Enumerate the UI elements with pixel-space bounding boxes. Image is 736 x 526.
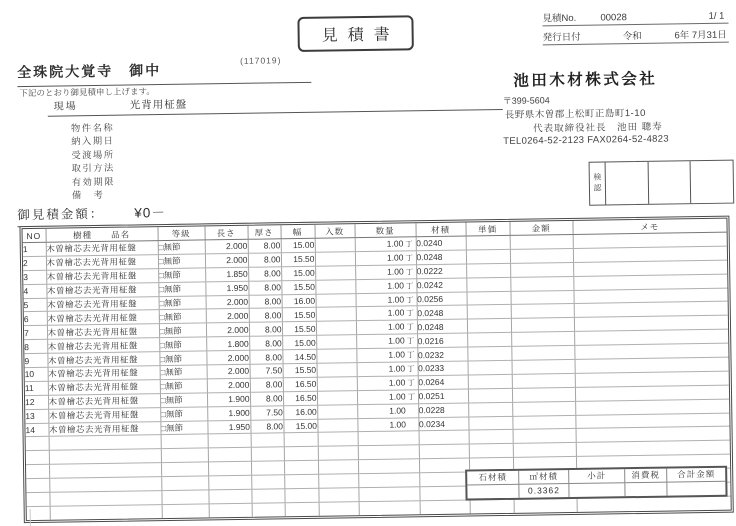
column-header: 長さ [204,226,247,240]
cell-product-name: 木曽檜芯去光背用柾盤 [48,407,160,423]
cell-unit-price [468,416,512,431]
cell-volume [420,500,470,514]
estimate-amount-value: ¥0－ [134,201,166,221]
cell-width: 15.50 [281,252,315,266]
quantity-value: 1.00 [389,391,406,401]
cell-length: 1.850 [205,267,248,282]
field-label-delivery-date: 納入期日 [71,133,114,147]
cell-length: 2.000 [206,309,249,324]
cell-no: 12 [25,395,48,409]
cell-amount [510,290,573,305]
cell-length: 2.000 [206,295,249,310]
cell-thickness: 8.00 [250,392,283,406]
cell-volume: 0.0228 [418,403,468,418]
cell-amount [510,262,573,277]
cell-length: 1.950 [207,420,250,435]
cell-thickness: 8.00 [248,280,281,294]
quantity-unit: 丁 [406,266,416,277]
cell-product-name: 木曽檜芯去光背用柾盤 [46,255,158,271]
field-label-property: 物件名称 [71,120,114,134]
cell-amount [512,359,575,374]
cell-quantity [357,403,418,418]
cell-volume: 0.0248 [416,250,466,265]
company-postal-code: 〒399-5604 [503,93,550,107]
column-header: 厚さ [247,225,280,239]
column-header: NO [23,229,46,243]
page-indicator: 1/ 1 [708,11,728,22]
cell-unit-price [466,277,510,292]
cell-quantity [357,417,418,432]
cell-thickness [251,461,284,475]
cell-packs [315,293,355,307]
cell-quantity [356,320,417,335]
quantity-value: 1.00 [388,308,405,318]
cell-thickness: 8.00 [249,322,282,336]
estimate-meta-box [542,7,729,46]
cell-packs [317,377,357,391]
cell-volume [419,430,469,445]
quantity-value: 1.00 [389,419,406,429]
column-header: 金額 [509,221,572,235]
cell-volume: 0.0233 [418,361,468,376]
recipient-name: 全珠院大覚寺 御中 [17,58,311,87]
cell-no [26,478,49,492]
cell-volume: 0.0256 [416,292,466,307]
cell-unit-price [468,402,512,417]
quantity-unit: 丁 [406,308,416,319]
cell-unit-price [470,499,514,513]
cell-volume: 0.0248 [417,319,467,334]
cell-grade: □無節 [160,379,207,394]
cell-packs [318,460,358,474]
quantity-value: 1.00 [389,377,406,387]
site-value: 光背用柾盤 [130,97,188,113]
cell-volume [419,444,469,459]
cell-packs [318,488,358,502]
summary-header-tax: 消費税 [625,469,667,484]
estimate-no-row [542,7,728,27]
quantity-unit: 丁 [407,335,417,346]
cell-thickness: 8.00 [249,294,282,308]
cell-width: 15.50 [282,308,316,322]
cell-amount [513,443,576,458]
cell-thickness [251,475,284,489]
cell-amount [511,332,574,347]
cell-grade [161,462,208,477]
approval-stamp-cell [691,161,733,204]
detail-field-labels [71,120,115,201]
cell-unit-price [466,235,510,250]
cell-amount [510,276,573,291]
cell-width [285,502,319,516]
cell-thickness: 8.00 [248,267,281,281]
cell-packs [315,238,355,252]
cell-length [208,475,251,490]
summary-header-koku-volume: 石材積 [467,471,519,486]
cell-quantity [358,431,419,446]
quantity-value: 1.00 [388,350,405,360]
cell-no: 1 [23,242,46,256]
cell-grade: □無節 [159,309,206,324]
cell-width: 15.50 [282,322,316,336]
cell-product-name: 木曽檜芯去光背用柾盤 [47,310,159,326]
cell-amount [512,415,575,430]
cell-width: 15.00 [282,336,316,350]
cell-unit-price [467,333,511,348]
cell-amount [513,429,576,444]
cell-unit-price [469,444,513,459]
cell-thickness [252,503,285,517]
cell-unit-price [466,249,510,264]
cell-thickness: 7.50 [250,405,283,419]
cell-grade: □無節 [160,420,207,435]
quantity-unit: 丁 [407,391,417,402]
cell-grade [161,434,208,449]
cell-no: 8 [24,340,47,354]
column-header: 幅 [280,225,314,239]
approval-stamp-cell [648,161,691,204]
field-label-remarks: 備 考 [72,187,115,201]
cell-quantity [358,487,419,502]
issue-date-value: 6年 7月31日 [674,27,728,42]
cell-no [26,465,49,479]
cell-no [26,492,49,506]
cell-unit-price [469,430,513,445]
cell-width: 15.00 [281,238,315,252]
cell-unit-price [467,305,511,320]
cell-width: 16.50 [283,377,317,391]
cell-product-name: 木曽檜芯去光背用柾盤 [47,296,159,312]
cell-packs [317,363,357,377]
document-title: 見積書 [297,15,414,52]
cell-quantity [356,348,417,363]
cell-grade [161,476,208,491]
cell-amount [510,234,573,249]
column-header: メモ [572,219,726,235]
cell-grade: □無節 [158,282,205,297]
cell-volume: 0.0242 [416,278,466,293]
cell-quantity [358,459,419,474]
cell-quantity [355,237,416,252]
cell-grade: □無節 [160,407,207,422]
totals-summary-box [465,466,727,501]
cell-amount [512,401,575,416]
cell-width: 16.00 [282,294,316,308]
cell-grade: □無節 [159,351,206,366]
cell-width: 14.50 [282,349,316,363]
cell-length: 1.800 [206,337,249,352]
cell-width [284,433,318,447]
cell-product-name [50,505,162,520]
cell-length [209,503,252,517]
quantity-unit: 丁 [405,238,415,249]
cell-width [284,474,318,488]
cell-product-name: 木曽檜芯去光背用柾盤 [48,380,160,396]
cell-packs [318,432,358,446]
cell-volume: 0.0216 [417,333,467,348]
quantity-unit: 丁 [406,280,416,291]
cell-thickness: 7.50 [250,364,283,378]
cell-product-name: 木曽檜芯去光背用柾盤 [46,268,158,284]
cell-volume: 0.0251 [418,389,468,404]
cell-grade: □無節 [158,240,205,255]
cell-quantity [357,376,418,391]
cell-grade: □無節 [158,254,205,269]
cell-width: 16.50 [283,391,317,405]
company-address: 長野県木曽郡上松町正島町1-10 [505,105,646,121]
cell-no: 5 [24,298,47,312]
cell-packs [319,502,359,516]
cell-unit-price [466,263,510,278]
cell-packs [317,390,357,404]
cell-no: 3 [23,270,46,284]
cell-thickness: 8.00 [248,239,281,253]
cell-quantity [355,278,416,293]
quantity-unit: 丁 [405,252,415,263]
cell-product-name: 木曽檜芯去光背用柾盤 [48,393,160,409]
cell-packs [315,279,355,293]
cell-quantity [356,334,417,349]
cell-quantity [358,473,419,488]
cell-width: 15.50 [283,363,317,377]
quantity-value: 1.00 [387,280,404,290]
cell-volume: 0.0232 [417,347,467,362]
column-header: 材積 [415,223,465,237]
cell-grade: □無節 [160,393,207,408]
quantity-value: 1.00 [387,294,404,304]
estimate-no-value: 00028 [600,12,627,23]
quantity-unit: 丁 [407,363,417,374]
estimate-no-label: 見積No. [542,10,596,25]
cell-volume: 0.0264 [418,375,468,390]
cell-amount [514,498,577,512]
cell-volume: 0.0234 [418,417,468,432]
cell-no: 2 [23,256,46,270]
field-label-delivery-place: 受渡場所 [71,147,114,161]
cell-packs [318,446,358,460]
cell-packs [317,404,357,418]
approval-stamp-box [589,160,735,206]
cell-thickness [251,489,284,503]
cell-packs [315,265,355,279]
cell-grade [161,448,208,463]
summary-header-total: 合計金額 [667,468,725,483]
cell-no: 9 [24,353,47,367]
cell-length: 1.900 [207,392,250,407]
cell-width: 15.00 [283,419,317,433]
column-header: 単価 [465,222,509,236]
cell-no: 4 [23,284,46,298]
cell-no: 11 [25,381,48,395]
cell-length: 2.000 [205,239,248,254]
cell-width [284,461,318,475]
cell-grade: □無節 [158,268,205,283]
quantity-value: 1.00 [388,322,405,332]
summary-value-subtotal [569,483,625,497]
cell-packs [316,335,356,349]
cell-thickness: 8.00 [250,419,283,433]
cell-width: 15.50 [281,280,315,294]
cell-product-name: 木曽檜芯去光背用柾盤 [47,338,159,354]
estimate-amount-label: 御見積金額： [17,204,104,223]
cell-grade: □無節 [160,365,207,380]
cell-amount [512,387,575,402]
column-header: 等級 [157,226,204,240]
cell-length [208,462,251,477]
cell-volume: 0.0240 [416,236,466,251]
cell-volume: 0.0248 [417,305,467,320]
approval-stamp-cell [606,162,649,205]
cell-grade: □無節 [159,337,206,352]
quantity-value: 1.00 [388,336,405,346]
cell-amount [510,248,573,263]
cell-length [208,448,251,463]
field-label-terms: 取引方法 [71,160,114,174]
cell-grade [161,490,208,505]
cell-quantity [355,265,416,280]
cell-product-name: 木曽檜芯去光背用柾盤 [46,241,158,257]
cell-no: 7 [24,326,47,340]
quantity-unit: 丁 [407,349,417,360]
cell-length: 1.950 [205,281,248,296]
cell-amount [511,346,574,361]
cell-no: 13 [25,409,48,423]
cell-width: 16.00 [283,405,317,419]
issue-date-label: 発行日付 [543,29,597,44]
cell-unit-price [468,374,512,389]
summary-header-subtotal: 小計 [569,469,625,484]
issue-date-era: 令和 [623,28,642,42]
cell-no [26,451,49,465]
cell-packs [316,349,356,363]
cell-length: 2.000 [207,378,250,393]
quantity-value: 1.00 [389,406,406,416]
cell-product-name: 木曽檜芯去光背用柾盤 [47,352,159,368]
cell-packs [316,321,356,335]
site-label: 現場 [54,97,78,112]
cell-quantity [359,501,420,515]
approval-label: 検認 [590,162,607,204]
cell-quantity [355,292,416,307]
quantity-value: 1.00 [387,238,404,248]
field-label-validity: 有効期限 [72,173,115,187]
summary-value-total [667,482,725,496]
cell-product-name: 木曽檜芯去光背用柾盤 [47,324,159,340]
cell-no: 10 [25,367,48,381]
cell-width [284,447,318,461]
cell-quantity [357,362,418,377]
cell-unit-price [467,319,511,334]
quantity-unit: 丁 [406,294,416,305]
cell-grade: □無節 [159,295,206,310]
cell-grade: □無節 [159,323,206,338]
cell-unit-price [467,347,511,362]
column-header: 樹種 品名 [46,227,158,242]
cell-packs [318,474,358,488]
cell-packs [315,252,355,266]
cell-no: 6 [24,312,47,326]
cell-length [208,434,251,449]
cell-volume: 0.0222 [416,264,466,279]
cell-length: 2.000 [207,364,250,379]
cell-width [284,488,318,502]
cell-quantity [356,306,417,321]
cell-quantity [358,445,419,460]
quantity-value: 1.00 [387,252,404,262]
cell-width: 15.00 [281,266,315,280]
cell-thickness: 8.00 [249,336,282,350]
quantity-value: 1.00 [387,266,404,276]
cell-length: 2.000 [206,323,249,338]
cell-length: 2.000 [205,253,248,268]
cell-thickness [251,447,284,461]
summary-header-m3-volume: ㎥材積 [519,470,569,485]
cell-unit-price [468,360,512,375]
cell-thickness: 8.00 [250,378,283,392]
cell-volume [419,458,469,473]
cell-amount [511,318,574,333]
column-header: 数量 [354,223,415,237]
column-header: 入数 [314,224,354,238]
quantity-unit: 丁 [407,377,417,388]
greeting-text: 下記のとおり御見積申し上げます。 [19,85,154,99]
cell-length: 1.900 [207,406,250,421]
quantity-value: 1.00 [388,363,405,373]
cell-amount [511,304,574,319]
cell-volume [419,486,469,501]
cell-length [208,489,251,504]
cell-packs [317,418,357,432]
summary-value-m3-volume: 0.3362 [519,484,569,498]
cell-product-name: 木曽檜芯去光背用柾盤 [48,421,160,437]
recipient-code: (117019) [240,55,282,66]
issue-date-row [543,26,729,46]
cell-product-name: 木曽檜芯去光背用柾盤 [46,282,158,298]
cell-thickness: 8.00 [249,350,282,364]
company-tel-fax: TEL0264-52-2123 FAX0264-52-4823 [503,134,669,147]
cell-thickness: 8.00 [249,308,282,322]
cell-product-name: 木曽檜芯去光背用柾盤 [48,366,160,382]
company-representative: 代表取締役社長 池田 聰寿 [533,119,663,135]
cell-unit-price [466,291,510,306]
cell-no: 14 [25,423,48,437]
quantity-unit: 丁 [406,322,416,333]
cell-no [26,437,49,451]
cell-volume [419,472,469,487]
summary-value-tax [625,483,667,497]
cell-grade [162,504,209,518]
cell-thickness: 8.00 [248,253,281,267]
cell-unit-price [468,388,512,403]
cell-packs [316,307,356,321]
summary-value-koku-volume [467,485,519,499]
cell-amount [512,373,575,388]
company-name: 池田木材株式会社 [513,67,657,91]
cell-thickness [251,433,284,447]
cell-length: 2.000 [206,350,249,365]
cell-quantity [355,251,416,266]
cell-quantity [357,390,418,405]
